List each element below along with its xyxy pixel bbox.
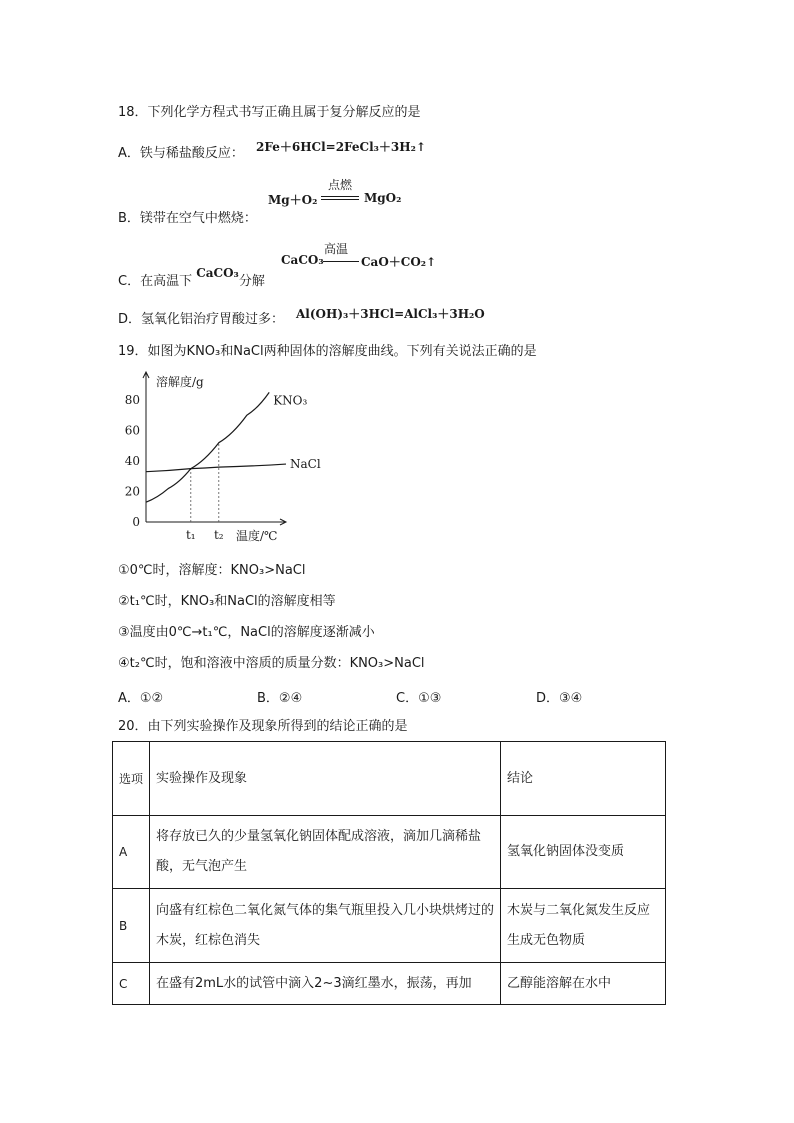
y-tick-label: 0	[132, 515, 140, 529]
table-row	[113, 889, 666, 963]
x-tick-label: t₁	[185, 528, 196, 542]
experiment-table	[112, 741, 666, 1005]
q18-d-label: D．氢氧化铝治疗胃酸过多：	[118, 312, 285, 327]
series-label-nacl: NaCl	[290, 457, 321, 472]
q19-option-b[interactable]: B．②④	[257, 691, 303, 706]
y-tick-label: 80	[124, 393, 140, 407]
q19-option-d[interactable]: D．③④	[536, 691, 583, 706]
q20-stem: 20．由下列实验操作及现象所得到的结论正确的是	[118, 719, 408, 734]
header-conclusion: 结论	[501, 742, 666, 816]
q18-c-right: CaO＋CO₂↑	[361, 255, 437, 269]
q19-statement-1: ①0℃时，溶解度：KNO₃>NaCl	[118, 563, 306, 578]
q18-a-label: A．铁与稀盐酸反应：	[118, 146, 244, 161]
q18-option-a	[118, 145, 244, 163]
q19-option-a[interactable]: A．①②	[118, 691, 164, 706]
header-option: 选项	[113, 742, 150, 816]
row-a-operation: 将存放已久的少量氢氧化钠固体配成溶液，滴加几滴稀盐酸，无气泡产生	[150, 816, 501, 889]
y-tick-label: 20	[124, 484, 140, 499]
q18-b-equals-bar	[321, 196, 359, 200]
header-operation: 实验操作及现象	[150, 742, 501, 816]
q18-a-equation: 2Fe＋6HCl=2FeCl₃＋3H₂↑	[256, 140, 426, 154]
q18-c-label	[118, 266, 265, 291]
table-row	[113, 816, 666, 889]
row-b-conclusion: 木炭与二氧化氮发生反应生成无色物质	[501, 889, 666, 963]
series-line-kno3	[146, 392, 269, 502]
q18-b-left: Mg＋O₂	[268, 193, 318, 207]
q19-statement-4: ④t₂℃时，饱和溶液中溶质的质量分数：KNO₃>NaCl	[118, 656, 425, 671]
chart-ylabel: 溶解度/g	[156, 375, 204, 389]
row-c-operation: 在盛有2mL水的试管中滴入2~3滴红墨水，振荡，再加	[150, 963, 501, 1005]
q18-b-label: B．镁带在空气中燃烧：	[118, 211, 257, 226]
q18-b-right: MgO₂	[364, 191, 402, 205]
row-c-conclusion: 乙醇能溶解在水中	[501, 963, 666, 1005]
row-c-option: C	[113, 963, 150, 1005]
table-header-row	[113, 742, 666, 816]
y-tick-label: 40	[124, 454, 140, 468]
row-b-option: B	[113, 889, 150, 963]
q18-d-equation: Al(OH)₃＋3HCl=AlCl₃＋3H₂O	[296, 307, 485, 321]
series-line-nacl	[146, 464, 286, 472]
solubility-chart	[118, 364, 321, 544]
row-a-conclusion: 氢氧化钠固体没变质	[501, 816, 666, 889]
x-tick-label: t₂	[213, 528, 224, 542]
q18-c-label-post: 分解	[238, 274, 265, 289]
table-row	[113, 963, 666, 1005]
q18-c-label-pre: C．在高温下	[118, 274, 197, 289]
q18-stem: 18．下列化学方程式书写正确且属于复分解反应的是	[118, 105, 421, 120]
q19-statement-2: ②t₁℃时，KNO₃和NaCl的溶解度相等	[118, 594, 336, 609]
q19-statement-3: ③温度由0℃→t₁℃，NaCl的溶解度逐渐减小	[118, 625, 375, 640]
series-label-kno3: KNO₃	[273, 393, 308, 408]
q18-b-condition: 点燃	[328, 178, 353, 192]
q18-c-label-formula: CaCO₃	[196, 266, 239, 280]
q18-c-left: CaCO₃	[281, 253, 324, 267]
q19-option-c[interactable]: C．①③	[396, 691, 442, 706]
y-tick-label: 60	[124, 423, 140, 438]
chart-xlabel: 温度/℃	[236, 529, 278, 543]
q18-c-reaction-bar	[323, 261, 359, 262]
row-b-operation: 向盛有红棕色二氧化氮气体的集气瓶里投入几小块烘烤过的木炭，红棕色消失	[150, 889, 501, 963]
q19-stem: 19．如图为KNO₃和NaCl两种固体的溶解度曲线。下列有关说法正确的是	[118, 344, 537, 359]
q18-c-condition: 高温	[324, 242, 349, 256]
row-a-option: A	[113, 816, 150, 889]
